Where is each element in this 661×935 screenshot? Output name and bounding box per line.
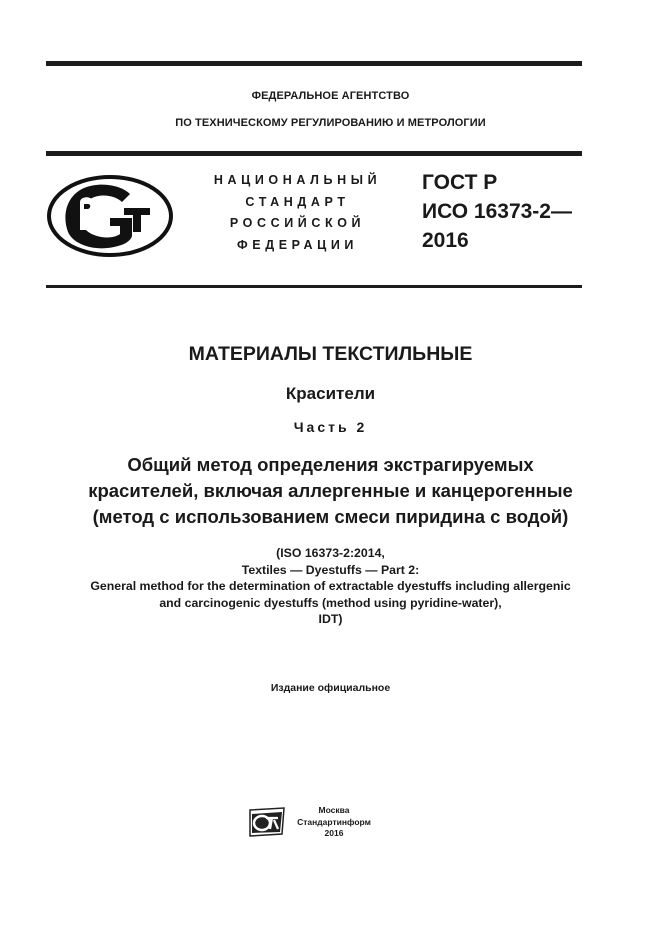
natstd-line-4: ФЕДЕРАЦИИ [236,237,358,252]
header-rule [46,151,582,156]
top-rule [46,61,582,66]
agency-line-1: ФЕДЕРАЛЬНОЕ АГЕНТСТВО [251,90,410,102]
natstd-line-1: НАЦИОНАЛЬНЫЙ [213,173,382,187]
iso-line-2: Textiles — Dyestuffs — Part 2: [241,562,420,577]
national-standard-label [200,170,395,256]
document-title: МАТЕРИАЛЫ ТЕКСТИЛЬНЫЕ [188,343,473,365]
iso-line-5: IDT) [318,612,343,626]
block-rule [46,285,582,288]
standartinform-logo-icon [248,806,288,838]
document-part: Часть 2 [293,419,368,435]
publisher-year: 2016 [324,828,344,838]
publisher-name: Стандартинформ [297,816,371,827]
designation-line-1: ГОСТ Р [422,171,498,194]
publisher-info [294,805,374,840]
document-description [0,452,661,530]
agency-line-2: ПО ТЕХНИЧЕСКОМУ РЕГУЛИРОВАНИЮ И МЕТРОЛОГИИ [175,117,486,129]
description-line-2: красителей, включая аллергенные и канцерогенные [88,480,573,501]
iso-line-4: and carcinogenic dyestuffs (method using pyridine-water), [159,595,502,610]
gost-r-logo-icon [46,174,174,258]
publisher-city: Москва [318,805,350,815]
designation-line-2: ИСО 16373-2— [422,200,572,223]
iso-line-1: (ISO 16373-2:2014, [276,546,385,560]
description-line-1: Общий метод определения экстрагируемых [127,454,534,475]
natstd-line-3: РОССИЙСКОЙ [229,216,366,230]
standard-designation [422,168,572,255]
designation-line-3: 2016 [422,229,469,252]
document-subtitle: Красители [285,384,376,403]
iso-reference [0,545,661,628]
natstd-line-2: СТАНДАРТ [245,194,350,209]
description-line-3: (метод с использованием смеси пиридина с водой) [92,506,569,527]
iso-line-3: General method for the determination of extractable dyestuffs including allergenic [90,579,571,593]
official-edition-label: Издание официальное [270,682,391,694]
